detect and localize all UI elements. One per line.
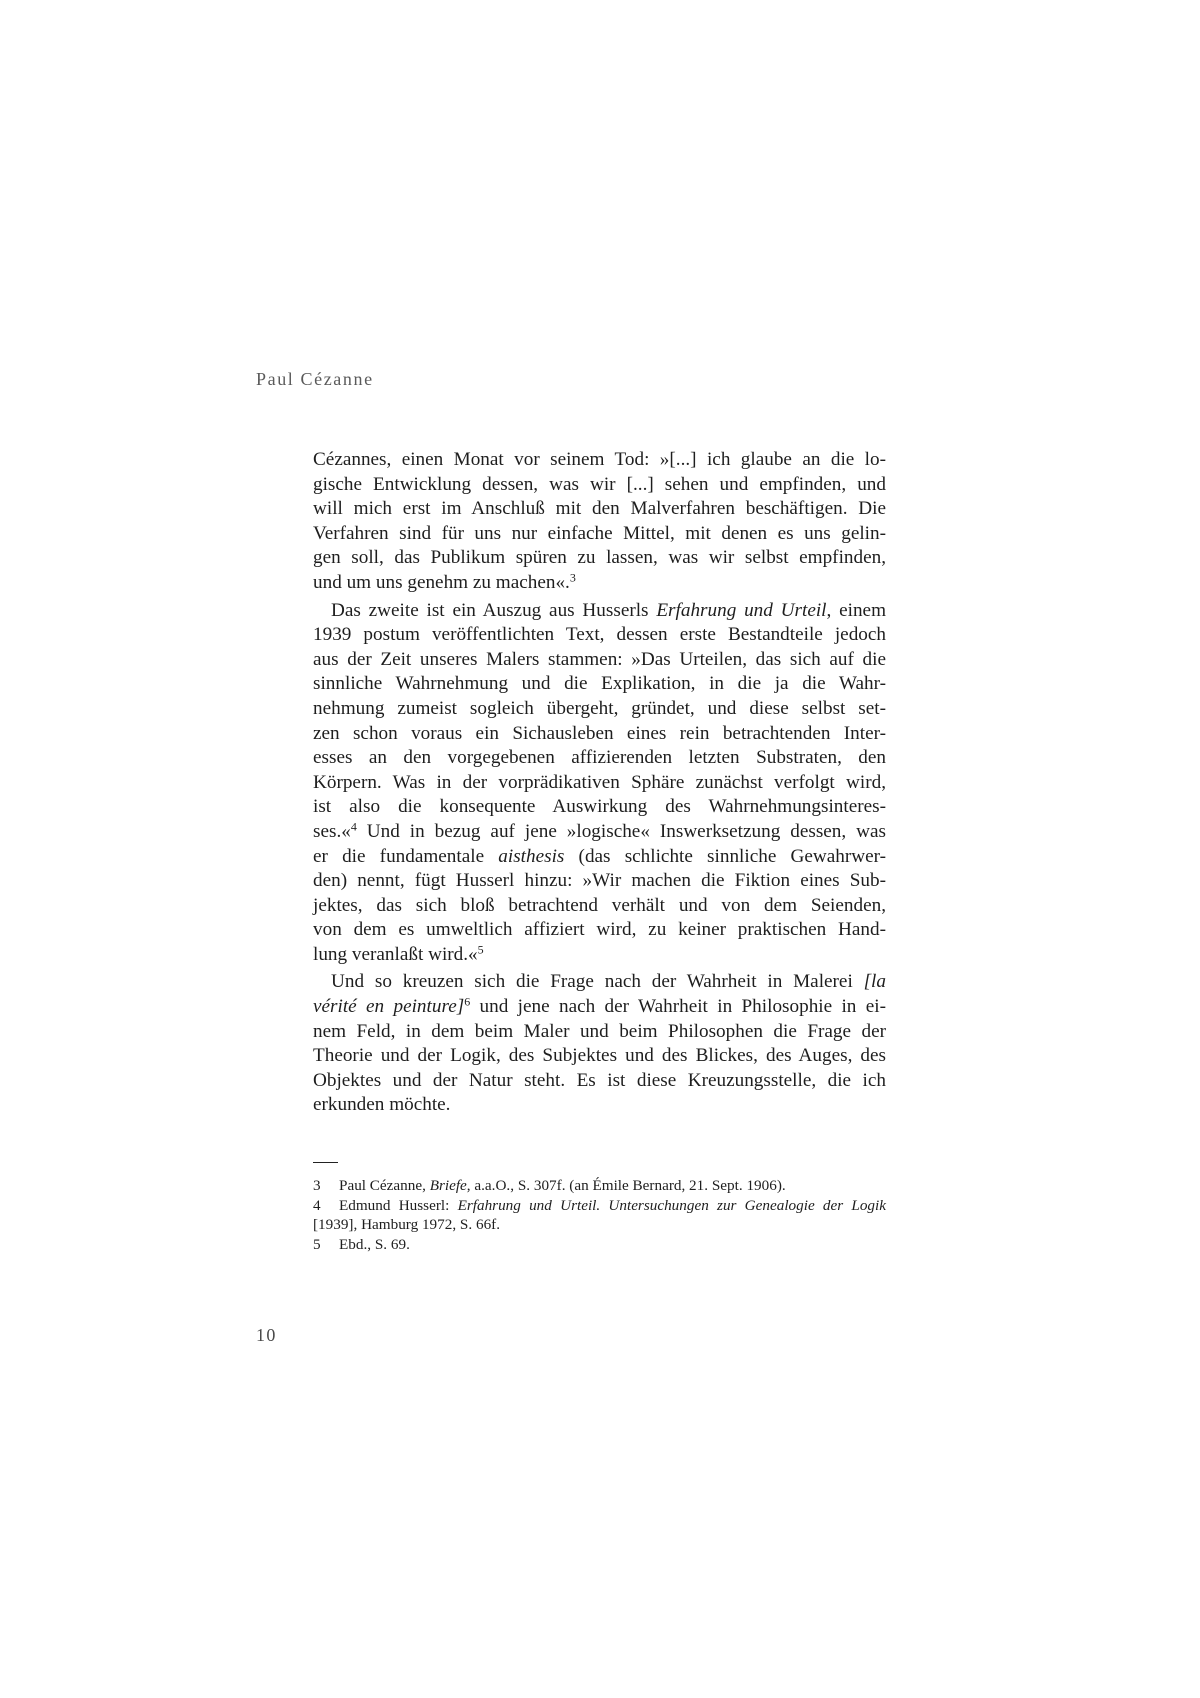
body-line: den) nennt, fügt Husserl hinzu: »Wir machen die Fiktion eines Sub-: [313, 870, 886, 892]
body-line: 1939 postum veröffentlichten Text, dessen erste Bestandteile jedoch: [313, 624, 886, 646]
footnote-4: 4 Edmund Husserl: Erfahrung und Urteil. Untersuchungen zur Genealogie der Logik: [313, 1196, 886, 1214]
body-line: jektes, das sich bloß betrachtend verhält und von dem Seienden,: [313, 894, 886, 916]
footnote-5: 5 Ebd., S. 69.: [313, 1235, 410, 1253]
body-line: gen soll, das Publikum spüren zu lassen, was wir selbst empfinden,: [313, 547, 886, 569]
body-line: Verfahren sind für uns nur einfache Mittel, mit denen es uns gelin-: [313, 522, 886, 544]
body-line: Theorie und der Logik, des Subjektes und des Blickes, des Auges, des: [313, 1045, 886, 1067]
footnote-3: 3 Paul Cézanne, Briefe, a.a.O., S. 307f. (an Émile Bernard, 21. Sept. 1906).: [313, 1177, 786, 1194]
body-text: [313, 448, 886, 1118]
body-line: nem Feld, in dem beim Maler und beim Philosophen die Frage der: [313, 1020, 886, 1042]
body-line: zen schon voraus ein Sichausleben eines rein betrachtenden Inter-: [313, 722, 886, 744]
footnote-ref: 5: [477, 942, 484, 957]
body-line: Körpern. Was in der vorprädikativen Sphäre zunächst verfolgt wird,: [313, 771, 886, 793]
body-line: vérité en peinture]$^6$ und jene nach der Wahrheit in Philosophie in ei-: [313, 994, 886, 1018]
body-line: sinnliche Wahrnehmung und die Explikation, in die ja die Wahr-: [313, 673, 886, 695]
body-line: lung veranlaßt wird.«$^5$: [313, 942, 484, 965]
footnote-4-continued: [1939], Hamburg 1972, S. 66f.: [313, 1216, 501, 1234]
body-line: ses.«$^4$ Und in bezug auf jene »logische« Inswerksetzung dessen, was: [313, 819, 886, 842]
body-line: und um uns genehm zu machen«.$^3$: [313, 570, 576, 593]
body-line: aus der Zeit unseres Malers stammen: »Das Urteilen, das sich auf die: [313, 648, 886, 670]
footnotes: [313, 1176, 886, 1254]
body-line: von dem es umweltlich affiziert wird, zu keiner praktischen Hand-: [313, 919, 886, 941]
body-line: erkunden möchte.: [313, 1094, 451, 1116]
body-line: er die fundamentale aisthesis (das schlichte sinnliche Gewahrwer-: [313, 845, 886, 867]
footnote-ref: 6: [464, 994, 471, 1009]
body-line: Das zweite ist ein Auszug aus Husserls Erfahrung und Urteil, einem: [331, 599, 886, 621]
footnote-ref: 4: [350, 819, 357, 834]
body-line: will mich erst im Anschluß mit den Malverfahren beschäftigen. Die: [313, 498, 886, 520]
footnote-divider: [313, 1162, 338, 1163]
body-line: gische Entwicklung dessen, was wir [...] sehen und empfinden, und: [313, 473, 886, 495]
body-line: esses an den vorgegebenen affizierenden letzten Substraten, den: [313, 747, 886, 769]
body-line: Objektes und der Natur steht. Es ist diese Kreuzungsstelle, die ich: [313, 1069, 886, 1091]
running-head: Paul Cézanne: [256, 369, 374, 389]
body-line: Und so kreuzen sich die Frage nach der Wahrheit in Malerei [la: [331, 971, 886, 993]
body-line: ist also die konsequente Auswirkung des Wahrnehmungsinteres-: [313, 796, 886, 818]
body-line: nehmung zumeist sogleich übergeht, gründet, und diese selbst set-: [313, 697, 886, 719]
page-number: 10: [256, 1325, 277, 1345]
body-line: Cézannes, einen Monat vor seinem Tod: »[...] ich glaube an die lo-: [313, 449, 886, 470]
footnote-ref: 3: [569, 570, 576, 585]
